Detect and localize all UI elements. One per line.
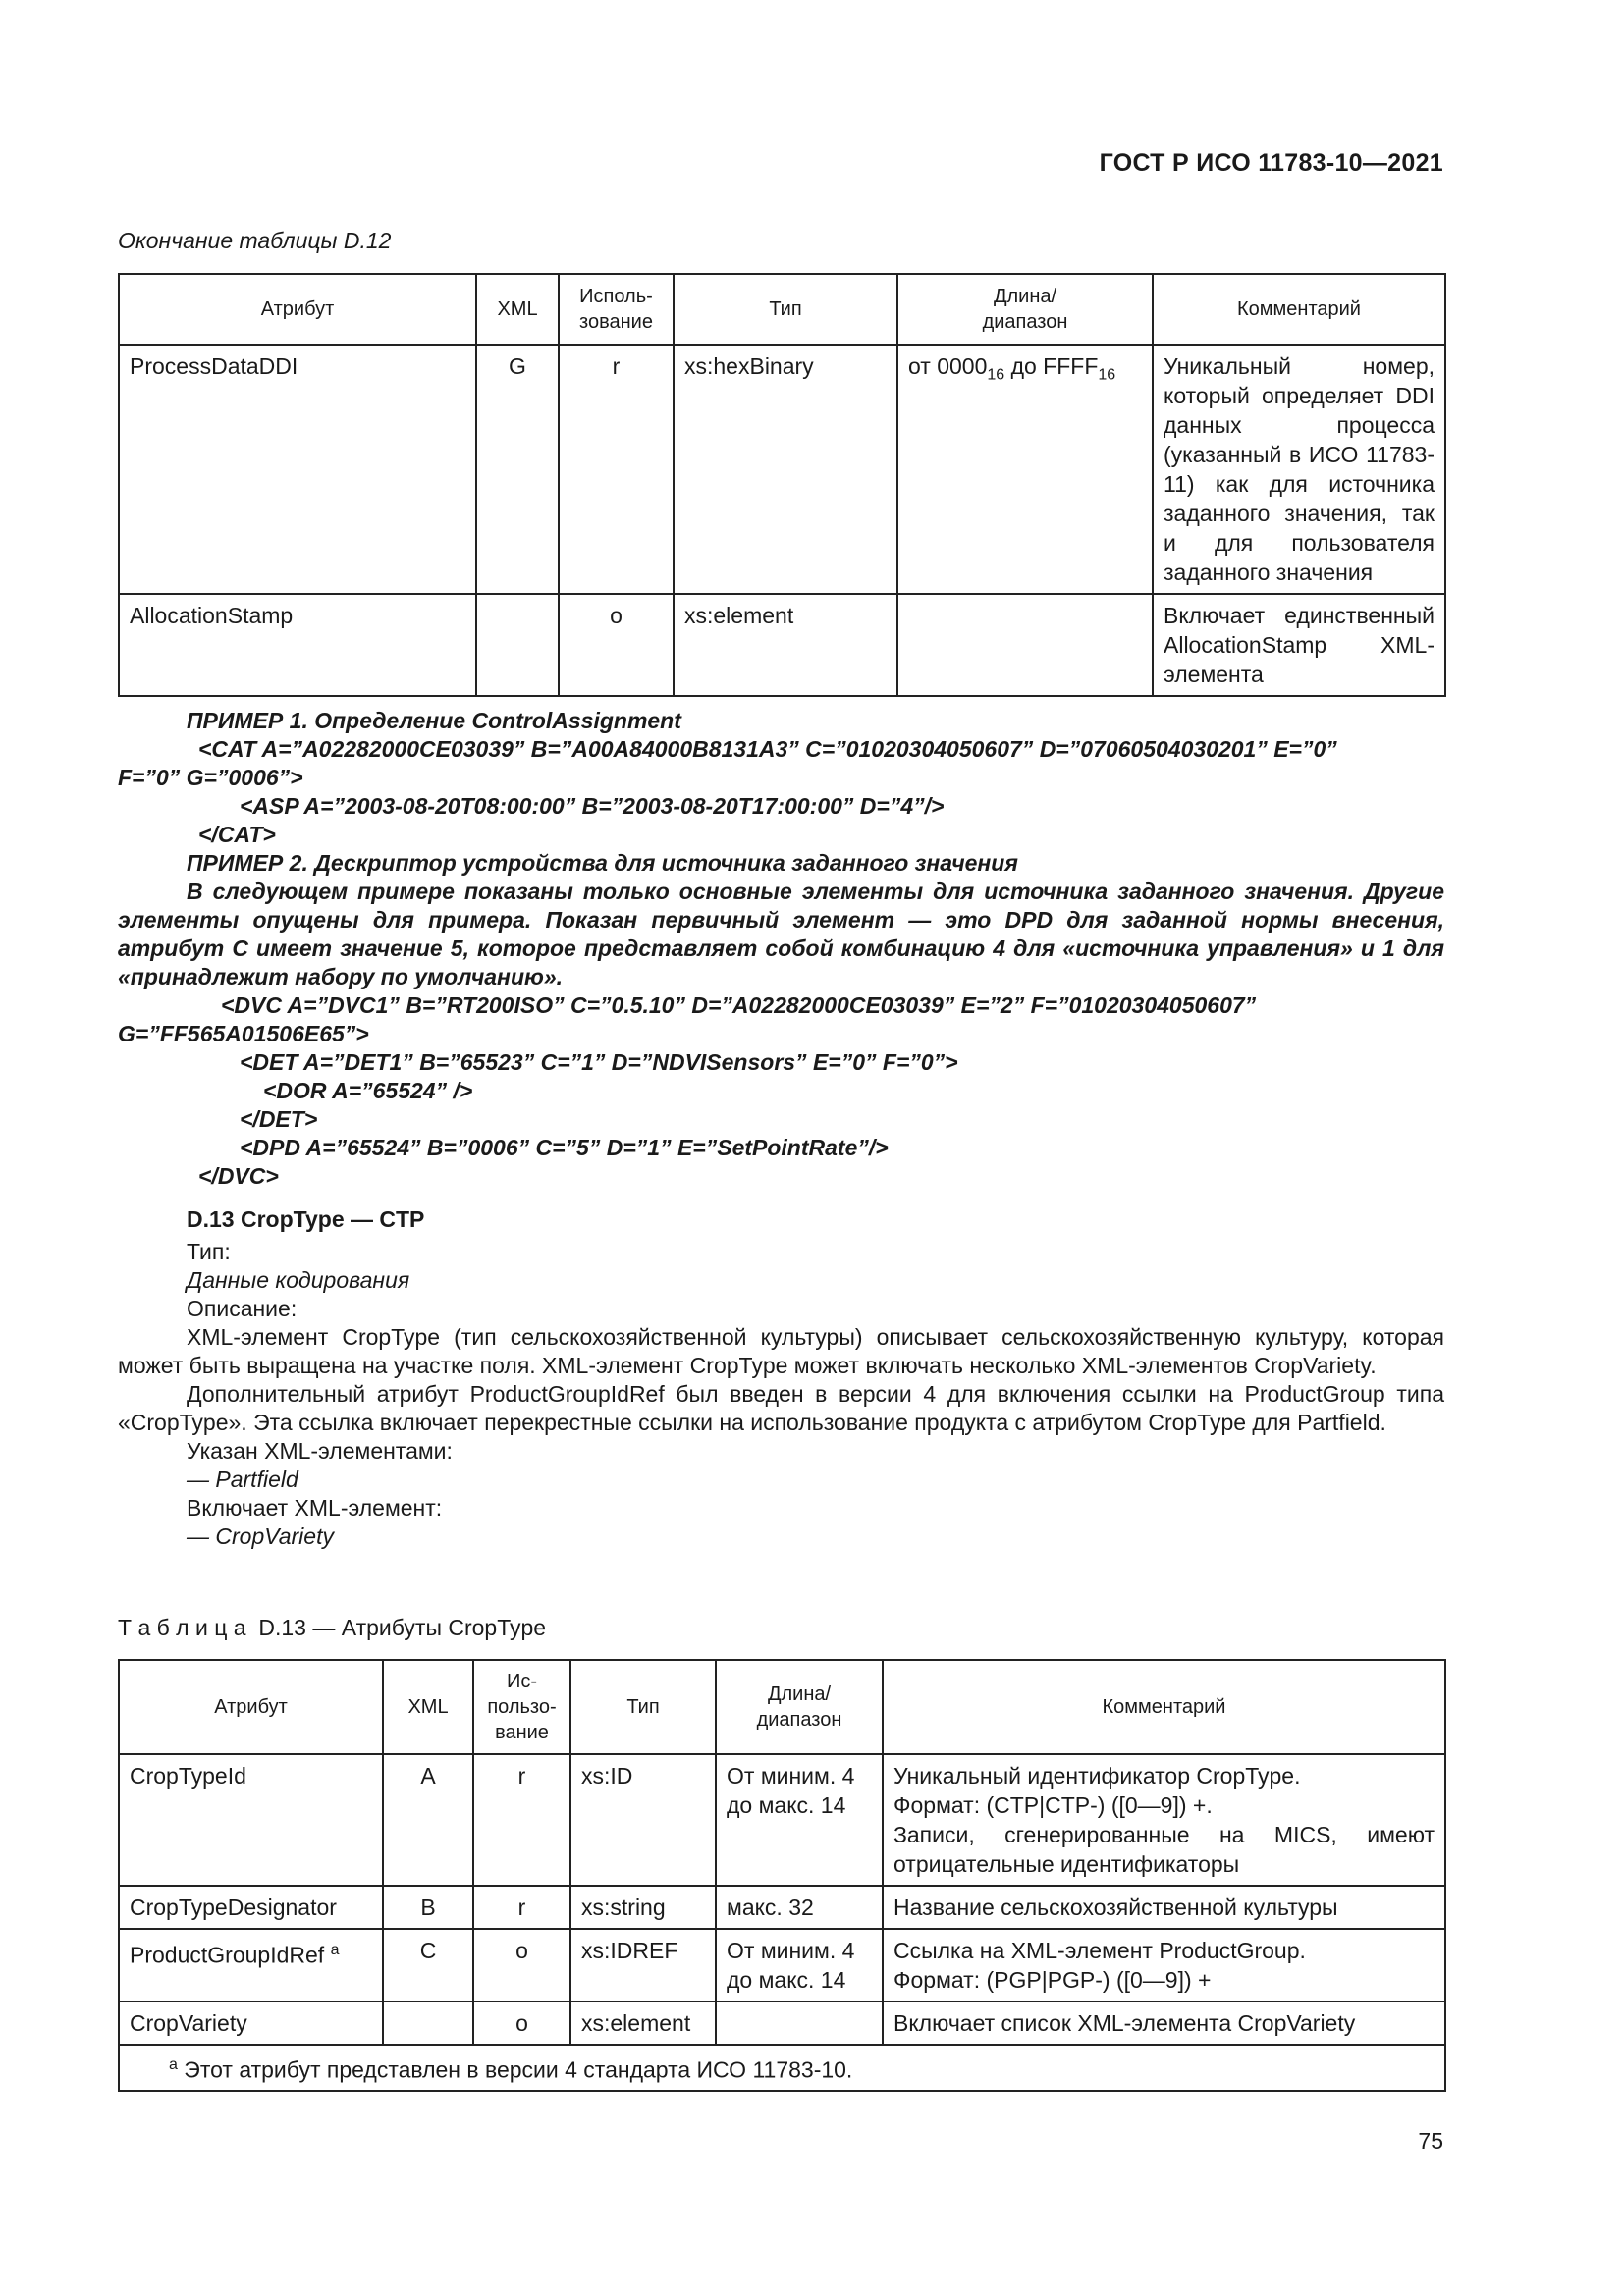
referenced-label: Указан XML-элементами: xyxy=(187,1438,453,1464)
code-line: <DVC A=”DVC1” B=”RT200ISO” C=”0.5.10” D=”A02282000CE03039” E=”2” F=”01020304050607” xyxy=(221,992,1257,1018)
code-line: <DOR A=”65524” /> xyxy=(263,1078,473,1103)
column-header: Комментарий xyxy=(883,1660,1445,1754)
table-footnote xyxy=(119,2045,1445,2091)
cell-xml: A xyxy=(383,1754,473,1886)
cell-type: xs:element xyxy=(570,2002,716,2045)
cell-comment: Уникальный номер, который определяет DDI данных процесса (указанный в ИСО 11783-11) как для источника заданного значения, так и для пользователя заданного значения xyxy=(1153,345,1445,594)
cell-usage: r xyxy=(473,1754,570,1886)
cell-comment: Включает единственный AllocationStamp XML-элемента xyxy=(1153,594,1445,696)
code-line: </DET> xyxy=(240,1106,318,1132)
cell-comment: Название сельскохозяйственной культуры xyxy=(883,1886,1445,1929)
section-heading: D.13 CropType — CTP xyxy=(187,1206,425,1232)
code-line: </CAT> xyxy=(198,822,276,847)
cell-type: xs:element xyxy=(674,594,897,696)
cell-xml xyxy=(476,594,559,696)
example2-title: ПРИМЕР 2. Дескриптор устройства для источника заданного значения xyxy=(187,850,1018,876)
cell-usage: o xyxy=(473,1929,570,2002)
column-header: Атрибут xyxy=(119,1660,383,1754)
footnote-mark: a xyxy=(169,2056,178,2073)
cell-range xyxy=(897,594,1153,696)
column-header: Длина/ диапазон xyxy=(897,274,1153,345)
type-value: Данные кодирования xyxy=(187,1267,410,1293)
table-row xyxy=(119,345,1445,594)
column-header: Тип xyxy=(570,1660,716,1754)
cell-range: От миним. 4 до макс. 14 xyxy=(716,1754,883,1886)
table-row xyxy=(119,1754,1445,1886)
code-line: G=”FF565A01506E65”> xyxy=(118,1021,369,1046)
includes-label: Включает XML-элемент: xyxy=(187,1495,443,1521)
column-header: Исполь- зование xyxy=(559,274,674,345)
example1-title: ПРИМЕР 1. Определение ControlAssignment xyxy=(187,708,681,733)
examples-block xyxy=(118,707,1444,1191)
cell-type: xs:IDREF xyxy=(570,1929,716,2002)
table-footnote-row xyxy=(119,2045,1445,2091)
example2-paragraph: В следующем примере показаны только основные элементы для источника заданного значения. Другие элементы опущены для примера. Показан первичный элемент — это DPD для заданной нормы внесения, атрибут С имеет значение 5, которое представляет собой комбинацию 4 для «источника управления» и 1 для «принадлежит набору по умолчанию». xyxy=(118,879,1444,989)
comment-line: Формат: (PGP|PGP-) ([0—9]) + xyxy=(893,1967,1212,1993)
cell-comment xyxy=(883,1754,1445,1886)
code-line: <ASP A=”2003-08-20T08:00:00” B=”2003-08-20T17:00:00” D=”4”/> xyxy=(240,793,945,819)
cell-usage: o xyxy=(473,2002,570,2045)
includes-item: — CropVariety xyxy=(187,1523,334,1549)
cell-xml xyxy=(383,2002,473,2045)
cell-type: xs:ID xyxy=(570,1754,716,1886)
range-text: от 0000 xyxy=(908,353,988,379)
footnote-text: Этот атрибут представлен в версии 4 стандарта ИСО 11783-10. xyxy=(177,2056,853,2083)
cell-attribute xyxy=(119,1929,383,2002)
column-header: XML xyxy=(476,274,559,345)
column-header: XML xyxy=(383,1660,473,1754)
cell-attribute: CropTypeDesignator xyxy=(119,1886,383,1929)
cell-type: xs:string xyxy=(570,1886,716,1929)
cell-range: От миним. 4 до макс. 14 xyxy=(716,1929,883,2002)
description-paragraph: Дополнительный атрибут ProductGroupIdRef был введен в версии 4 для включения ссылки на ProductGroup типа «CropType». Эта ссылка включает перекрестные ссылки на использование продукта с атрибутом CropType для Partfield. xyxy=(118,1381,1444,1435)
cell-attribute: CropVariety xyxy=(119,2002,383,2045)
section-d13 xyxy=(118,1205,1444,1551)
table-d12 xyxy=(118,273,1446,697)
cell-usage: r xyxy=(559,345,674,594)
type-label: Тип: xyxy=(187,1239,231,1264)
cell-usage: r xyxy=(473,1886,570,1929)
table-header-row xyxy=(119,1660,1445,1754)
range-subscript: 16 xyxy=(987,366,1005,384)
comment-line: Формат: (CTP|CTP-) ([0—9]) +. xyxy=(893,1792,1213,1818)
cell-attribute: AllocationStamp xyxy=(119,594,476,696)
code-line: <DPD A=”65524” B=”0006” C=”5” D=”1” E=”SetPointRate”/> xyxy=(240,1135,889,1160)
cell-attribute: CropTypeId xyxy=(119,1754,383,1886)
column-header: Тип xyxy=(674,274,897,345)
table-continuation-caption: Окончание таблицы D.12 xyxy=(118,228,392,253)
referenced-item: — Partfield xyxy=(187,1467,298,1492)
table-header-row xyxy=(119,274,1445,345)
code-line: <CAT A=”A02282000CE03039” B=”A00A84000B8131A3” C=”01020304050607” D=”07060504030201” E=”0” xyxy=(198,736,1337,762)
cell-attribute: ProcessDataDDI xyxy=(119,345,476,594)
cell-comment xyxy=(883,1929,1445,2002)
attribute-name: ProductGroupIdRef xyxy=(130,1942,325,1968)
document-header: ГОСТ Р ИСО 11783-10—2021 xyxy=(1099,149,1443,177)
column-header: Длина/ диапазон xyxy=(716,1660,883,1754)
comment-line: Ссылка на XML-элемент ProductGroup. xyxy=(893,1938,1306,1963)
table-row xyxy=(119,2002,1445,2045)
column-header: Атрибут xyxy=(119,274,476,345)
cell-usage: o xyxy=(559,594,674,696)
column-header: Ис- пользо- вание xyxy=(473,1660,570,1754)
column-header: Комментарий xyxy=(1153,274,1445,345)
code-line: </DVC> xyxy=(198,1163,279,1189)
cell-xml: G xyxy=(476,345,559,594)
footnote-marker: a xyxy=(330,1942,340,1958)
comment-line: Уникальный идентификатор CropType. xyxy=(893,1763,1301,1789)
cell-xml: C xyxy=(383,1929,473,2002)
description-label: Описание: xyxy=(187,1296,298,1321)
caption-prefix: Т а б л и ц а xyxy=(118,1615,246,1640)
table-d13-caption xyxy=(118,1615,546,1641)
table-d13 xyxy=(118,1659,1446,2092)
cell-type: xs:hexBinary xyxy=(674,345,897,594)
cell-xml: B xyxy=(383,1886,473,1929)
caption-title: D.13 — Атрибуты CropType xyxy=(245,1615,547,1640)
cell-range xyxy=(716,2002,883,2045)
code-line: <DET A=”DET1” B=”65523” C=”1” D=”NDVISensors” E=”0” F=”0”> xyxy=(240,1049,958,1075)
range-subscript: 16 xyxy=(1098,366,1116,384)
cell-range: макс. 32 xyxy=(716,1886,883,1929)
comment-line: Записи, сгенерированные на MICS, имеют отрицательные идентификаторы xyxy=(893,1822,1435,1877)
range-text: до FFFF xyxy=(1004,353,1099,379)
description-paragraph: XML-элемент CropType (тип сельскохозяйственной культуры) описывает сельскохозяйственную культуру, которая может быть выращена на участке поля. XML-элемент CropType может включать несколько XML-элементов CropVariety. xyxy=(118,1324,1444,1378)
cell-range xyxy=(897,345,1153,594)
table-row xyxy=(119,1929,1445,2002)
code-line: F=”0” G=”0006”> xyxy=(118,765,303,790)
cell-comment: Включает список XML-элемента CropVariety xyxy=(883,2002,1445,2045)
table-row xyxy=(119,594,1445,696)
page-number: 75 xyxy=(1418,2128,1443,2154)
table-row xyxy=(119,1886,1445,1929)
